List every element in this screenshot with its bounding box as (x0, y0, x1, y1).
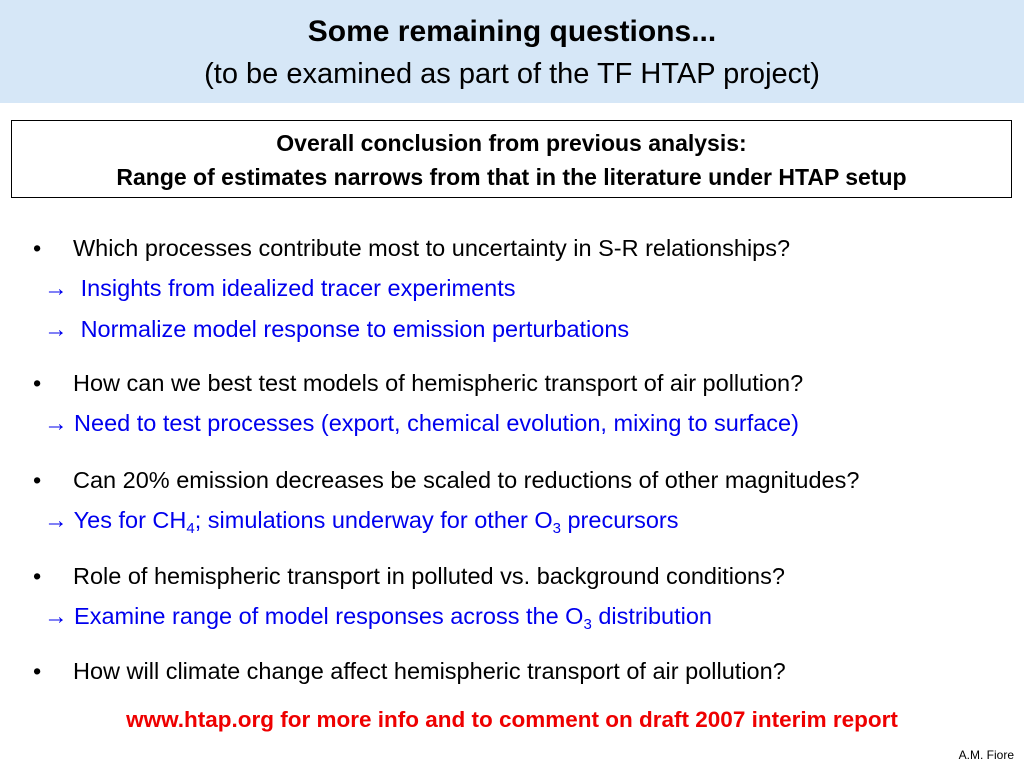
question-3: Can 20% emission decreases be scaled to reductions of other magnitudes? (73, 467, 860, 493)
slide-header (0, 0, 1024, 103)
bullet-icon: • (33, 467, 42, 493)
answer-4-part-a: Examine range of model responses across the O (74, 603, 584, 629)
answer-2-text: Need to test processes (export, chemical evolution, mixing to surface) (74, 410, 799, 436)
arrow-icon: → (44, 316, 68, 342)
arrow-icon: → (44, 410, 68, 436)
answer-1b-text: Normalize model response to emission perturbations (80, 316, 630, 342)
answer-4-part-b: distribution (591, 603, 712, 629)
answer-2 (44, 408, 799, 438)
answer-3-part-c: precursors (560, 507, 679, 533)
answer-1a-text: Insights from idealized tracer experiments (80, 275, 516, 301)
answer-4 (44, 601, 712, 631)
answer-3 (44, 505, 679, 535)
conclusion-box (11, 120, 1012, 198)
arrow-icon: → (44, 507, 68, 533)
question-1: Which processes contribute most to uncertainty in S-R relationships? (73, 235, 791, 261)
bullet-icon: • (33, 370, 42, 396)
slide-subtitle: (to be examined as part of the TF HTAP project) (204, 58, 820, 90)
question-5: How will climate change affect hemispheric transport of air pollution? (73, 658, 786, 684)
question-2: How can we best test models of hemispheric transport of air pollution? (73, 370, 804, 396)
answer-3-part-a: Yes for CH (73, 507, 187, 533)
answer-4-sub-1: 3 (583, 616, 592, 633)
question-4: Role of hemispheric transport in polluted vs. background conditions? (73, 563, 785, 589)
slide-title: Some remaining questions... (307, 15, 717, 48)
bullet-icon: • (33, 658, 42, 684)
arrow-icon: → (44, 275, 68, 301)
footer-link[interactable]: www.htap.org for more info and to comment on draft 2007 interim report (126, 707, 898, 732)
arrow-icon: → (44, 603, 68, 629)
author-credit: A.M. Fiore (958, 748, 1014, 762)
answer-1b (44, 314, 629, 344)
answer-3-part-b: ; simulations underway for other O (194, 507, 553, 533)
answer-3-sub-1: 4 (186, 520, 195, 537)
answer-3-sub-2: 3 (552, 520, 561, 537)
answer-1a (44, 273, 516, 303)
conclusion-heading: Overall conclusion from previous analysis: (276, 130, 747, 156)
bullet-icon: • (33, 235, 42, 261)
conclusion-statement: Range of estimates narrows from that in the literature under HTAP setup (116, 164, 907, 190)
bullet-icon: • (33, 563, 42, 589)
